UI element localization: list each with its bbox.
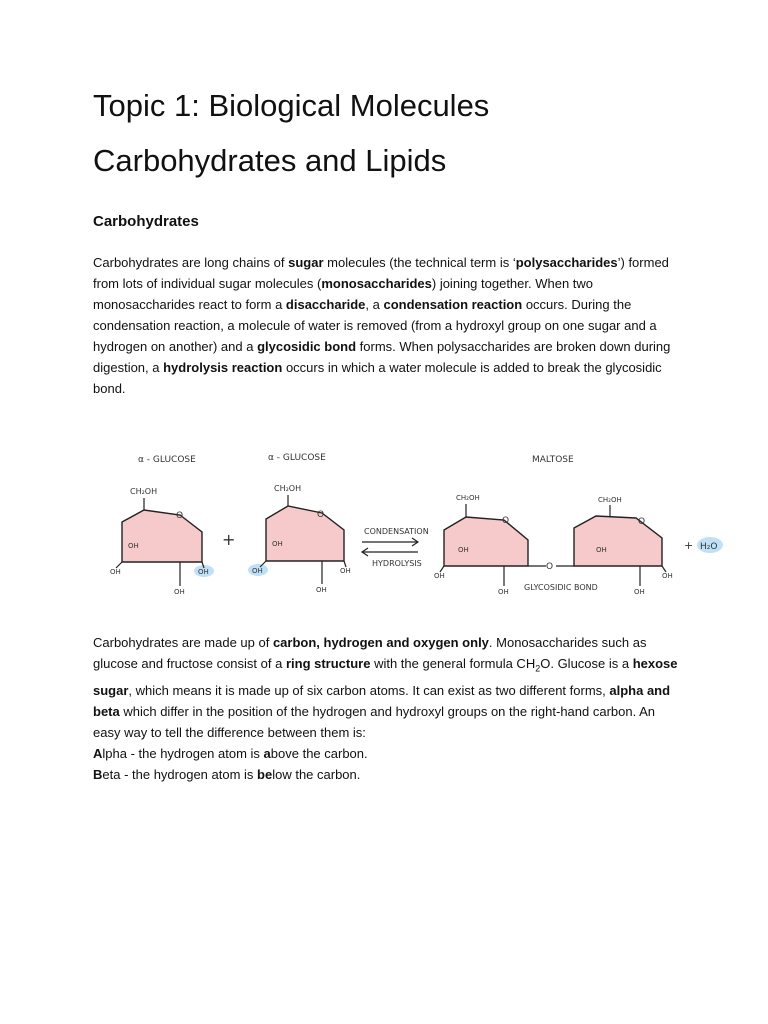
maltose-formation-diagram [100, 440, 760, 610]
maltose-ring-2 [574, 516, 662, 566]
oh-label: OH [434, 572, 445, 580]
oh-label: OH [316, 586, 327, 594]
glucose-ring-1 [122, 510, 202, 562]
paragraph-line: bond. [93, 381, 126, 396]
oh-label: OH [340, 567, 351, 575]
paragraph-line: Carbohydrates are long chains of sugar molecules (the technical term is ‘polysaccharides’) formed [93, 255, 669, 270]
paragraph-intro [93, 252, 678, 399]
paragraph-line: glucose and fructose consist of a ring structure with the general formula $CH_2O$. Glucose is a hexose [93, 656, 678, 674]
oh-label: OH [128, 542, 139, 550]
condensation-label: CONDENSATION [364, 527, 429, 536]
oh-label: OH [596, 546, 607, 554]
ch2oh-label: CH₂OH [130, 487, 158, 496]
paragraph-line: digestion, a hydrolysis reaction occurs in which a water molecule is added to break the glycosidic [93, 360, 662, 375]
oh-label: OH [174, 588, 185, 596]
paragraph-line: easy way to tell the difference between them is: [93, 724, 366, 740]
paragraph-line: Carbohydrates are made up of carbon, hydrogen and oxygen only. Monosaccharides such as [93, 635, 647, 650]
beta-mnemonic: Beta - the hydrogen atom is below the carbon. [93, 766, 361, 782]
bridging-oxygen: O [546, 562, 554, 572]
paragraph-composition [93, 632, 678, 785]
paragraph-line: monosaccharides react to form a disaccharide, a condensation reaction occurs. During the [93, 297, 632, 312]
glycosidic-bond-label: GLYCOSIDIC BOND [524, 583, 598, 592]
paragraph-line: sugar, which means it is made up of six carbon atoms. It can exist as two different forms, alpha and [93, 682, 671, 698]
ch2oh-label: CH₂OH [598, 496, 622, 504]
alpha-mnemonic: Alpha - the hydrogen atom is above the carbon. [93, 745, 368, 761]
plus-sign: + [222, 530, 236, 549]
ring-oxygen: O [638, 517, 646, 527]
oh-label: OH [198, 568, 209, 576]
ch2oh-label: CH₂OH [456, 494, 480, 502]
glucose-ring-2 [266, 506, 344, 561]
water-label: H₂O [700, 542, 718, 552]
ring-oxygen: O [317, 510, 325, 520]
label-maltose: MALTOSE [532, 455, 574, 465]
oh-label: OH [498, 588, 509, 596]
oh-label: OH [110, 568, 121, 576]
hydrolysis-label: HYDROLYSIS [372, 559, 422, 568]
oh-label: OH [662, 572, 673, 580]
paragraph-line: condensation reaction, a molecule of water is removed (from a hydroxyl group on one sugar and a [93, 318, 657, 333]
oh-label: OH [634, 588, 645, 596]
oh-label: OH [252, 567, 263, 575]
oh-label: OH [458, 546, 469, 554]
label-alpha-glucose-1: α - GLUCOSE [138, 455, 196, 465]
page-subtitle: Carbohydrates and Lipids [93, 143, 447, 178]
section-heading-carbohydrates: Carbohydrates [93, 213, 199, 230]
paragraph-line: hydrogen on another) and a glycosidic bond forms. When polysaccharides are broken down during [93, 339, 671, 354]
page-title: Topic 1: Biological Molecules [93, 88, 490, 123]
paragraph-line: from lots of individual sugar molecules (monosaccharides) joining together. When two [93, 276, 594, 291]
plus-sign: + [684, 539, 694, 552]
paragraph-line: beta which differ in the position of the hydrogen and hydroxyl groups on the right-hand carbon. An [93, 703, 656, 719]
oh-label: OH [272, 540, 283, 548]
maltose-ring-1 [444, 517, 528, 566]
ring-oxygen: O [176, 511, 184, 521]
ch2oh-label: CH₂OH [274, 484, 302, 493]
label-alpha-glucose-2: α - GLUCOSE [268, 453, 326, 463]
ring-oxygen: O [502, 516, 510, 526]
